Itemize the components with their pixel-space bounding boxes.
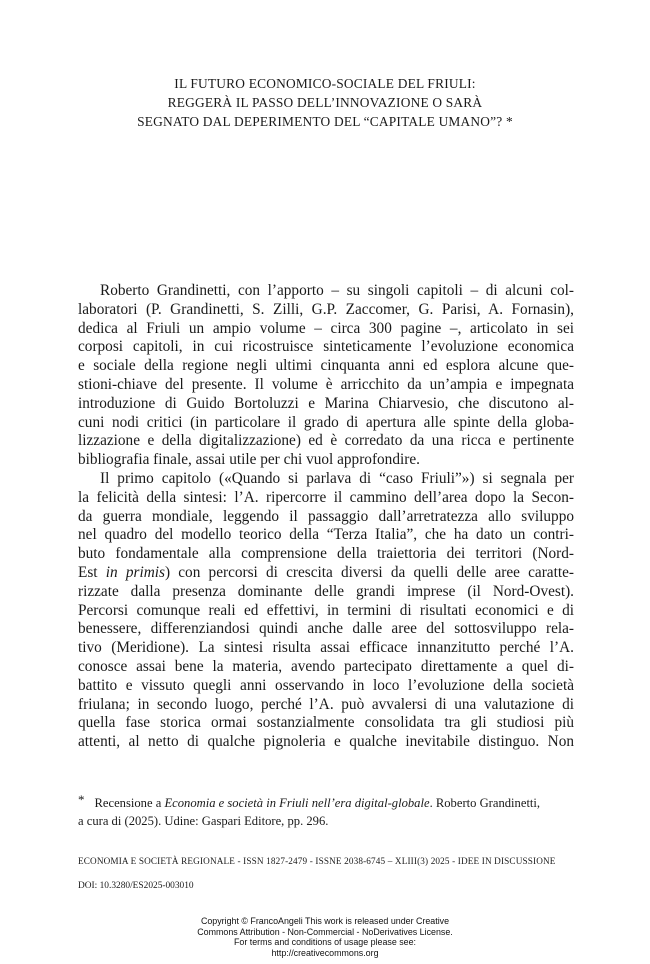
body-line: tivo (Meridione). La sintesi risulta assai efficace innanzitutto perché l’A. [78,639,574,657]
footnote-marker: * [78,792,85,807]
text-run: ) con percorsi di crescita diversi da quelli delle aree caratte- [164,563,574,581]
license-notice [160,916,490,958]
body-line: Il primo capitolo («Quando si parlava di “caso Friuli”») si segnala per [100,469,574,487]
italic-phrase: in primis [105,563,165,581]
body-line: bibliografia finale, assai utile per chi vuol approfondire. [78,451,420,469]
body-line: nel quadro del modello teorico della “Terza Italia”, che ha dato un contri- [78,526,574,544]
book-title: Economia e società in Friuli nell’era digital-globale [164,796,430,810]
text-run: Est [78,563,106,581]
body-line: attenti, al netto di qualche pignoleria e qualche inevitabile distinguo. Non [78,733,574,751]
body-line: benessere, differenziandosi quindi anche dalle aree del sottosviluppo rela- [78,620,574,638]
title-line: SEGNATO DAL DEPERIMENTO DEL “CAPITALE UMANO”? * [137,114,513,129]
body-line: cuni nodi critici (in particolare il grado di apertura alle spinte della globa- [78,413,574,431]
footnote-line: a cura di (2025). Udine: Gaspari Editore, pp. 296. [78,814,329,828]
body-line: stioni-chiave del presente. Il volume è arricchito da un’ampia e impegnata [78,375,574,393]
doi-line: DOI: 10.3280/ES2025-003010 [78,881,194,891]
body-line: dedica al Friuli un ampio volume – circa 300 pagine –, articolato in sei [78,319,574,337]
footnote-line [78,794,574,812]
title-line: REGGERÀ IL PASSO DELL’INNOVAZIONE O SARÀ [167,95,483,110]
body-line: e sociale della regione negli ultimi cinquanta anni ed esplora alcune que- [78,357,574,375]
license-line: Copyright © FrancoAngeli This work is released under Creative [200,916,450,926]
text-run: . Roberto Grandinetti, [429,796,541,810]
body-line: friulana; in secondo luogo, perché l’A. può avvalersi di una valutazione di [78,695,574,713]
title-line: IL FUTURO ECONOMICO-SOCIALE DEL FRIULI: [174,76,476,91]
body-line: laboratori (P. Grandinetti, S. Zilli, G.P. Zaccomer, G. Parisi, A. Fornasin), [78,300,574,318]
body-line: introduzione di Guido Bortoluzzi e Marina Chiarvesio, che discutono al- [78,394,574,412]
body-line: battito e vissuto quegli anni osservando in loco l’evoluzione della società [78,676,574,694]
article-title [40,74,610,131]
footnote [78,794,574,830]
body-line: Roberto Grandinetti, con l’apporto – su singoli capitoli – di alcuni col- [100,282,574,299]
body-line: conosce assai bene la materia, avendo partecipato direttamente a quel di- [78,657,574,675]
body-line: lizzazione e della digitalizzazione) ed è corredato da una ricca e pertinente [78,432,574,450]
journal-info: ECONOMIA E SOCIETÀ REGIONALE - ISSN 1827-2479 - ISSNE 2038-6745 – XLIII(3) 2025 - IDEE IN DISCUSSIONE [78,856,556,866]
body-line: da guerra mondiale, leggendo il passaggio dall’arretratezza allo sviluppo [78,507,574,525]
body-line: Percorsi comunque reali ed effettivi, in termini di risultati economici e di [78,601,574,619]
license-line: Commons Attribution - Non-Commercial - NoDerivatives License. [197,926,453,937]
body-line: buto fondamentale alla comprensione della traiettoria dei territori (Nord- [78,545,574,563]
body-line: rizzate dalla presenza dominante delle grandi imprese (il Nord-Ovest). [78,582,574,600]
body-line: quella fase storica ormai sostanzialmente consolidata tra gli studiosi più [78,714,574,732]
article-body [78,282,574,752]
body-line: la felicità della sintesi: l’A. ripercorre il cammino dell’area dopo la Secon- [78,488,574,506]
body-line: corposi capitoli, in cui ricostruisce sinteticamente l’evoluzione economica [78,338,574,356]
license-line: For terms and conditions of usage please see: [233,937,417,948]
body-line-with-italic [78,564,574,583]
text-run: Recensione a [94,796,165,810]
license-link[interactable]: http://creativecommons.org [271,947,379,958]
